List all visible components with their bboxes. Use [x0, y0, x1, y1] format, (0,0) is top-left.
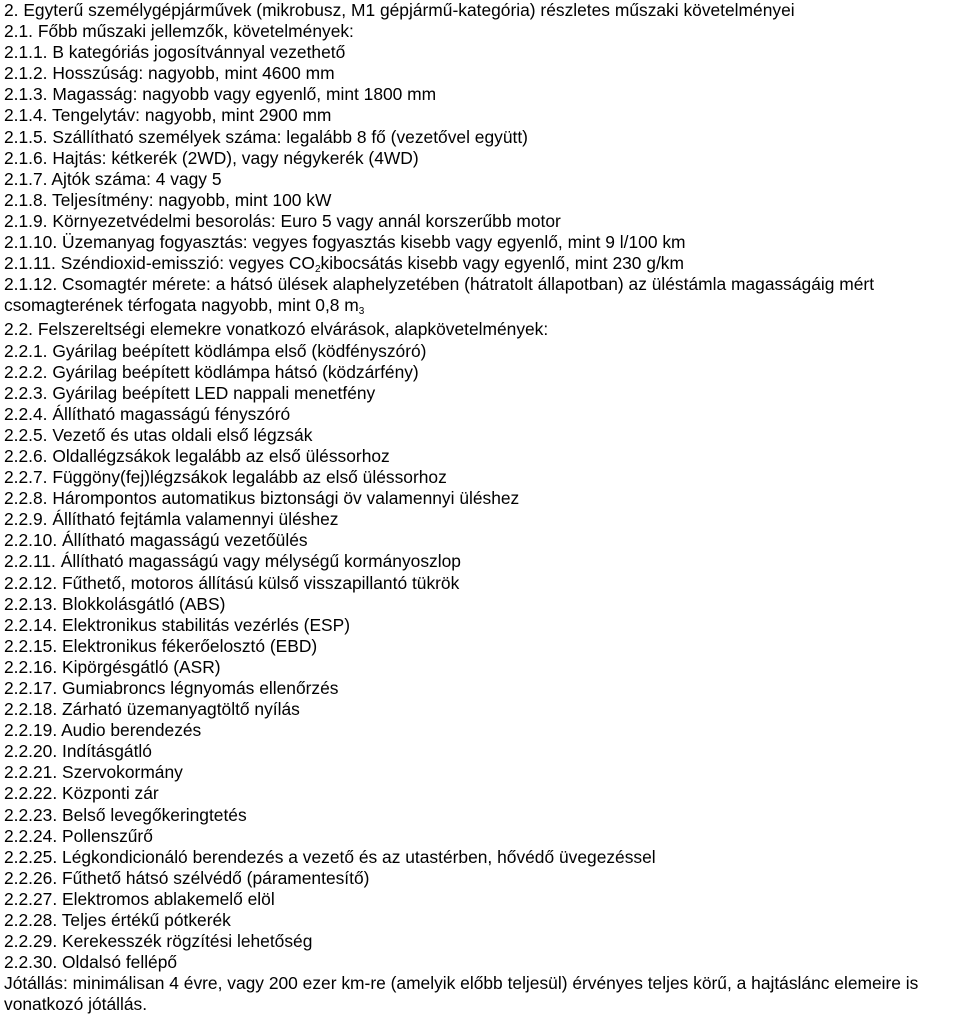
spec-item — [4, 127, 960, 148]
spec-number: 2.1.12. — [4, 274, 58, 295]
equipment-item — [4, 636, 960, 657]
spec-item — [4, 84, 960, 105]
co2-subscript: 2 — [314, 264, 321, 276]
item-text: Elektronikus stabilitás vezérlés (ESP) — [62, 614, 351, 635]
item-number: 2.2.14. — [4, 614, 58, 635]
item-text: Állítható magasságú vezetőülés — [62, 530, 308, 551]
item-text: Fűthető hátsó szélvédő (páramentesítő) — [62, 867, 370, 888]
equipment-item — [4, 783, 960, 804]
item-text: Tengelytáv: nagyobb, mint 2900 mm — [52, 105, 332, 126]
spec-list — [4, 42, 960, 253]
item-number: 2.1.4. — [4, 105, 48, 126]
spec-item — [4, 211, 960, 232]
item-text: Teljesítmény: nagyobb, mint 100 kW — [52, 189, 332, 210]
spec-item — [4, 105, 960, 126]
item-text: Állítható magasságú fényszóró — [52, 403, 291, 424]
item-number: 2.2.3. — [4, 382, 48, 403]
item-number: 2.2.18. — [4, 699, 58, 720]
item-number: 2.2.28. — [4, 910, 58, 931]
equipment-item — [4, 826, 960, 847]
item-text: Szervokormány — [62, 762, 183, 783]
warranty-paragraph: Jótállás: minimálisan 4 évre, vagy 200 ezer km-re (amelyik előbb teljesül) érvényes teljes körű, a hajtáslánc elemeire is vonatkozó jótállás. — [4, 973, 919, 1015]
item-number: 2.2.21. — [4, 762, 58, 783]
item-text: Kerekesszék rögzítési lehetőség — [62, 931, 313, 952]
item-text: Hajtás: kétkerék (2WD), vagy négykerék (4WD) — [52, 147, 419, 168]
item-number: 2.1.3. — [4, 84, 48, 105]
item-number: 2.2.24. — [4, 825, 58, 846]
item-text: Audio berendezés — [61, 720, 202, 741]
spec-item-co2 — [4, 253, 960, 274]
item-number: 2.2.9. — [4, 509, 48, 530]
equipment-item — [4, 741, 960, 762]
item-text: Állítható magasságú vagy mélységű kormányoszlop — [60, 551, 461, 572]
item-text: Belső levegőkeringtetés — [62, 804, 247, 825]
spec-item — [4, 42, 960, 63]
equipment-item — [4, 467, 960, 488]
equipment-item — [4, 889, 960, 910]
item-text: B kategóriás jogosítvánnyal vezethető — [52, 42, 346, 63]
equipment-item — [4, 868, 960, 889]
item-text: Ajtók száma: 4 vagy 5 — [51, 168, 222, 189]
item-number: 2.2.30. — [4, 952, 58, 973]
item-number: 2.2.22. — [4, 783, 58, 804]
item-number: 2.2.13. — [4, 593, 58, 614]
item-text: Hárompontos automatikus biztonsági öv valamennyi üléshez — [52, 488, 520, 509]
item-number: 2.2.5. — [4, 424, 48, 445]
equipment-item — [4, 530, 960, 551]
item-text: Gumiabroncs légnyomás ellenőrzés — [62, 678, 339, 698]
item-number: 2.2.10. — [4, 530, 58, 551]
equipment-item — [4, 805, 960, 826]
item-text: Magasság: nagyobb vagy egyenlő, mint 1800 mm — [52, 84, 437, 105]
section-heading-equipment: 2.2. Felszereltségi elemekre vonatkozó elvárások, alapkövetelmények: — [4, 319, 549, 340]
equipment-item — [4, 931, 960, 952]
item-text: Függöny(fej)légzsákok legalább az első üléssorhoz — [52, 467, 447, 488]
item-text: Légkondicionáló berendezés a vezető és az utastérben, hővédő üvegezéssel — [62, 846, 656, 867]
equipment-item — [4, 425, 960, 446]
equipment-item — [4, 952, 960, 973]
item-text: Gyárilag beépített ködlámpa hátsó (ködzárfény) — [52, 361, 419, 382]
item-number: 2.1.8. — [4, 189, 48, 210]
item-number: 2.2.7. — [4, 467, 48, 488]
item-text: Elektromos ablakemelő elöl — [62, 888, 275, 909]
equipment-item — [4, 699, 960, 720]
equipment-list — [4, 341, 960, 974]
item-text: Hosszúság: nagyobb, mint 4600 mm — [52, 63, 335, 84]
item-number: 2.2.12. — [4, 572, 58, 593]
spec-item — [4, 148, 960, 169]
item-number: 2.1.6. — [4, 147, 48, 168]
item-number: 2.2.27. — [4, 888, 58, 909]
item-text: Gyárilag beépített LED nappali menetfény — [52, 382, 376, 403]
item-number: 2.2.1. — [4, 340, 48, 361]
item-text: Szállítható személyek száma: legalább 8 fő (vezetővel együtt) — [52, 126, 528, 147]
item-number: 2.2.29. — [4, 931, 58, 952]
spec-item — [4, 190, 960, 211]
spec-item-trunk — [4, 274, 960, 319]
item-text: Központi zár — [62, 783, 159, 804]
item-text: Teljes értékű pótkerék — [61, 910, 231, 931]
equipment-item — [4, 615, 960, 636]
item-text: Fűthető, motoros állítású külső visszapillantó tükrök — [62, 572, 460, 593]
equipment-item — [4, 404, 960, 425]
volume-superscript: 3 — [358, 306, 365, 318]
spec-item — [4, 232, 960, 253]
item-number: 2.1.7. — [4, 168, 48, 189]
equipment-item — [4, 910, 960, 931]
equipment-item — [4, 488, 960, 509]
item-text: Indításgátló — [62, 741, 152, 762]
item-number: 2.1.9. — [4, 210, 48, 231]
section-heading-technical: 2.1. Főbb műszaki jellemzők, követelmények: — [4, 21, 354, 42]
document-title: 2. Egyterű személygépjárművek (mikrobusz, M1 gépjármű-kategória) részletes műszaki követelményei — [4, 0, 795, 20]
equipment-item — [4, 847, 960, 868]
equipment-item — [4, 362, 960, 383]
item-number: 2.2.16. — [4, 656, 58, 677]
equipment-item — [4, 446, 960, 467]
equipment-item — [4, 383, 960, 404]
item-text: Vezető és utas oldali első légzsák — [52, 424, 313, 445]
equipment-item — [4, 657, 960, 678]
item-number: 2.1.10. — [4, 232, 58, 253]
equipment-item — [4, 720, 960, 741]
item-number: 2.2.11. — [4, 551, 56, 572]
item-text: Zárható üzemanyagtöltő nyílás — [62, 699, 300, 720]
equipment-item — [4, 573, 960, 594]
item-text: Gyárilag beépített ködlámpa első (ködfényszóró) — [52, 340, 427, 361]
equipment-item — [4, 678, 960, 699]
item-number: 2.2.23. — [4, 804, 58, 825]
spec-item — [4, 169, 960, 190]
item-number: 2.1.1. — [4, 42, 48, 63]
item-number: 2.2.15. — [4, 635, 58, 656]
spec-number: 2.1.11. — [4, 253, 56, 274]
item-number: 2.1.2. — [4, 63, 48, 84]
item-number: 2.2.2. — [4, 361, 48, 382]
item-number: 2.2.4. — [4, 403, 48, 424]
item-text: Elektronikus fékerőelosztó (EBD) — [62, 635, 318, 656]
item-number: 2.2.8. — [4, 488, 48, 509]
item-number: 2.2.19. — [4, 720, 58, 741]
equipment-item — [4, 509, 960, 530]
equipment-item — [4, 762, 960, 783]
item-text: Kipörgésgátló (ASR) — [62, 656, 221, 677]
item-number: 2.2.20. — [4, 741, 58, 762]
equipment-item — [4, 594, 960, 615]
spec-text-after: kibocsátás kisebb vagy egyenlő, mint 230 g/km — [320, 253, 684, 274]
item-number: 2.2.17. — [4, 678, 58, 698]
equipment-item — [4, 551, 960, 572]
item-number: 2.2.6. — [4, 445, 48, 466]
spec-text: Széndioxid-emisszió: vegyes CO — [60, 253, 315, 274]
equipment-item — [4, 341, 960, 362]
item-text: Blokkolásgátló (ABS) — [62, 593, 226, 614]
item-text: Állítható fejtámla valamennyi üléshez — [52, 509, 339, 530]
item-number: 2.1.5. — [4, 126, 48, 147]
item-text: Oldalsó fellépő — [62, 952, 178, 973]
item-text: Pollenszűrő — [62, 825, 153, 846]
item-number: 2.2.25. — [4, 846, 58, 867]
item-text: Környezetvédelmi besorolás: Euro 5 vagy annál korszerűbb motor — [52, 210, 561, 231]
item-number: 2.2.26. — [4, 867, 58, 888]
spec-text: Csomagtér mérete: a hátsó ülések alaphelyzetében (hátratolt állapotban) az üléstámla magasságáig mért csomagterének térfogata nagyobb, mint 0,8 m — [4, 274, 875, 316]
item-text: Üzemanyag fogyasztás: vegyes fogyasztás kisebb vagy egyenlő, mint 9 l/100 km — [62, 232, 686, 253]
spec-item — [4, 63, 960, 84]
item-text: Oldallégzsákok legalább az első üléssorhoz — [52, 445, 390, 466]
